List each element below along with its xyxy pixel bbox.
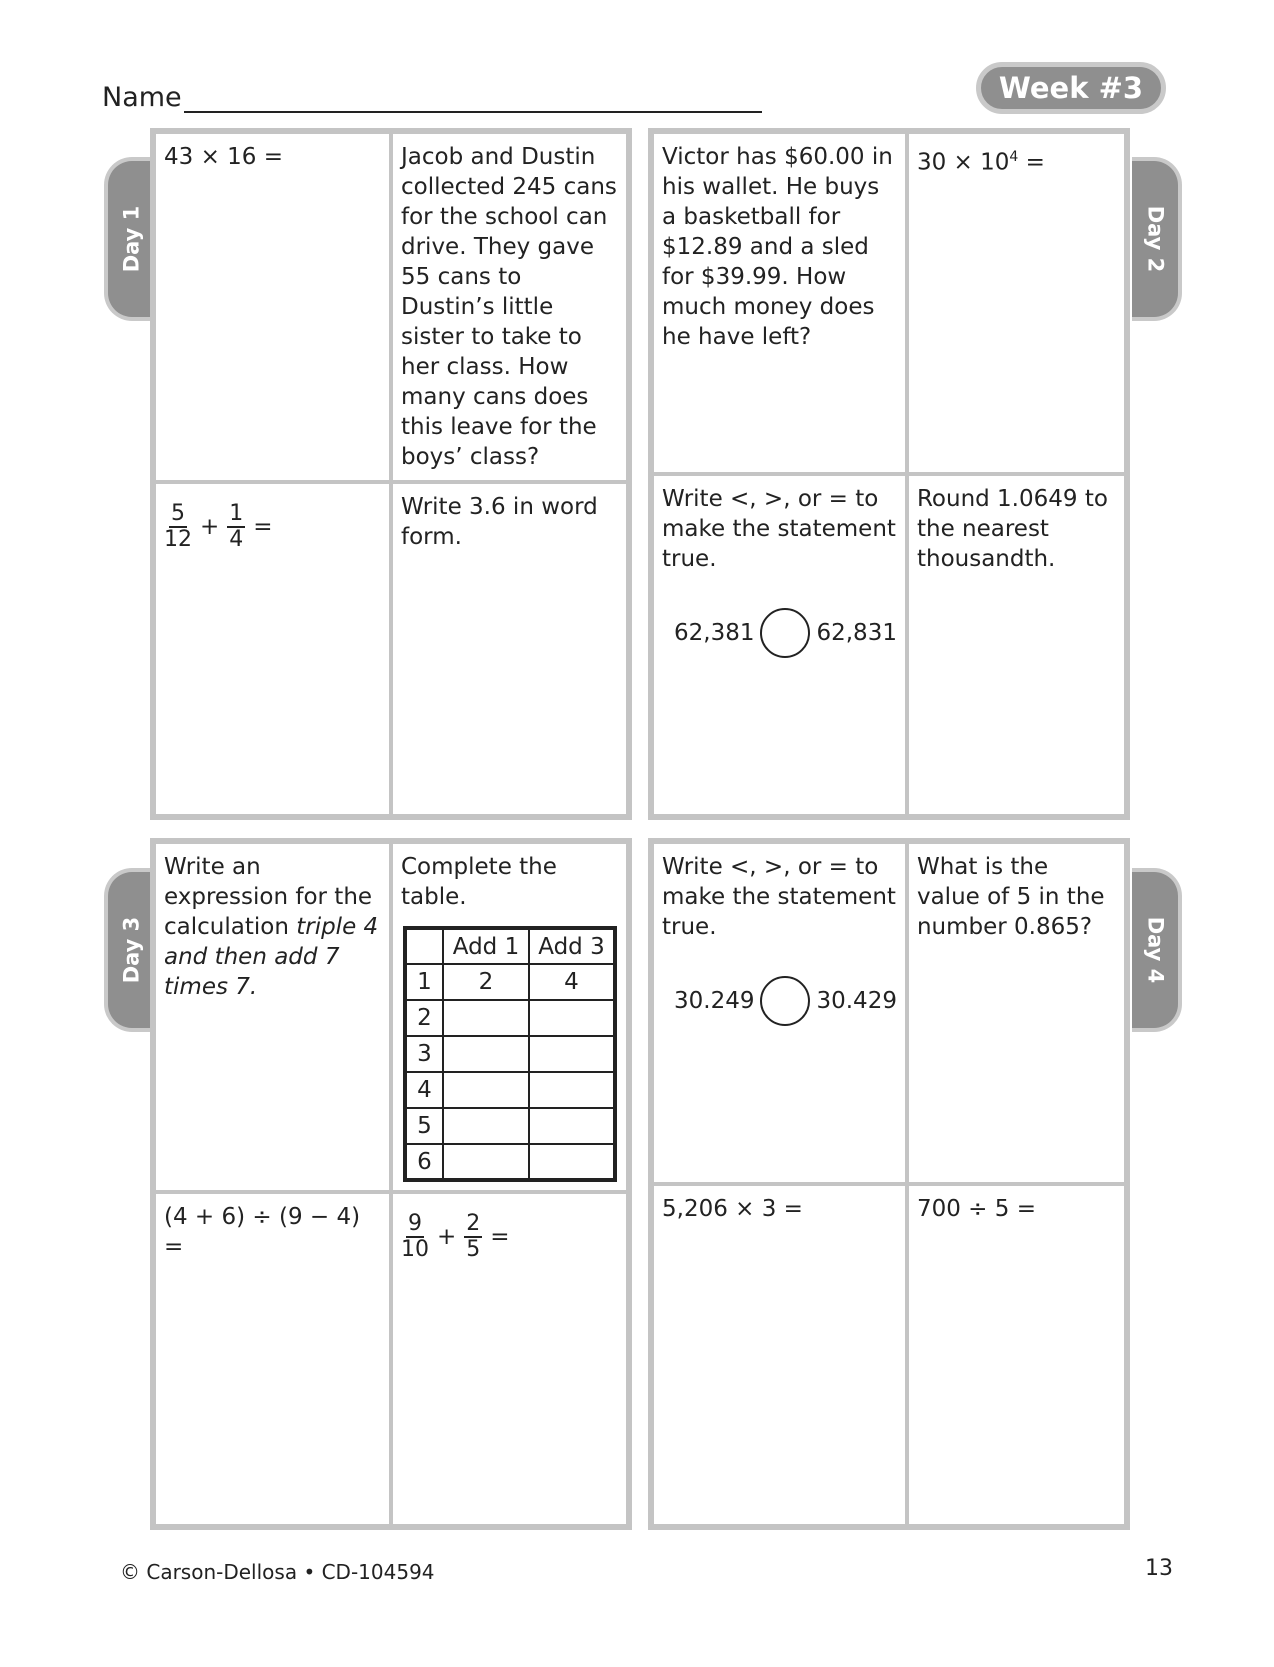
- day3-q3[interactable]: (4 + 6) ÷ (9 − 4) =: [154, 1192, 391, 1526]
- tab-day-3: Day 3: [104, 868, 154, 1032]
- name-line[interactable]: [184, 83, 762, 113]
- tab-day-2: Day 2: [1132, 157, 1182, 321]
- day4-block: [648, 838, 1130, 1530]
- day3-q1[interactable]: Write an expression for the calculation triple 4 and then add 7 times 7.: [154, 842, 391, 1192]
- table-row: 1 2 4: [405, 964, 615, 1000]
- fraction-expression: $\frac{9}{10}$ + $\frac{2}{5}$ =: [401, 1211, 510, 1262]
- day2-q1[interactable]: Victor has $60.00 in his wallet. He buys a basketball for $12.89 and a sled for $39.99. How much money does he have left?: [652, 132, 907, 474]
- day1-q1[interactable]: 43 × 16 =: [154, 132, 391, 482]
- day4-q3[interactable]: 5,206 × 3 =: [652, 1184, 907, 1526]
- table-row: 5: [405, 1108, 615, 1144]
- day3-block: [150, 838, 632, 1530]
- day2-q4[interactable]: Round 1.0649 to the nearest thousandth.: [907, 474, 1126, 816]
- day1-block: [150, 128, 632, 820]
- tab-day-4: Day 4: [1132, 868, 1182, 1032]
- comparison-circle[interactable]: [760, 608, 810, 658]
- tab-day-1: Day 1: [104, 157, 154, 321]
- comparison: 30.249 30.429: [674, 976, 897, 1026]
- fraction-expression: $\frac{5}{12}$ + $\frac{1}{4}$ =: [164, 501, 273, 552]
- day3-q4[interactable]: [391, 1192, 628, 1526]
- name-field-row: [102, 82, 762, 113]
- table-row: 3: [405, 1036, 615, 1072]
- add-table: Add 1 Add 3 1 2 4 2 3 4 5 6: [403, 926, 617, 1182]
- table-row: 6: [405, 1144, 615, 1180]
- day4-q1[interactable]: Write <, >, or = to make the statement true. 30.249 30.429: [652, 842, 907, 1184]
- day3-q2[interactable]: Complete the table. Add 1 Add 3 1 2 4 2 3 4 5 6: [391, 842, 628, 1192]
- comparison-circle[interactable]: [760, 976, 810, 1026]
- day4-q2[interactable]: What is the value of 5 in the number 0.865?: [907, 842, 1126, 1184]
- day2-q2[interactable]: $30 \times 10^4$ =: [907, 132, 1126, 474]
- page-number: 13: [1145, 1556, 1173, 1581]
- table-row: 2: [405, 1000, 615, 1036]
- day1-q2[interactable]: Jacob and Dustin collected 245 cans for the school can drive. They gave 55 cans to Dustin’s little sister to take to her class. How many cans does this leave for the boys’ class?: [391, 132, 628, 482]
- week-badge: Week #3: [976, 62, 1166, 114]
- day1-q4[interactable]: Write 3.6 in word form.: [391, 482, 628, 816]
- day4-q4[interactable]: 700 ÷ 5 =: [907, 1184, 1126, 1526]
- day1-q3[interactable]: [154, 482, 391, 816]
- day2-q3[interactable]: Write <, >, or = to make the statement true. 62,381 62,831: [652, 474, 907, 816]
- day2-block: [648, 128, 1130, 820]
- table-row: 4: [405, 1072, 615, 1108]
- comparison: 62,381 62,831: [674, 608, 897, 658]
- name-label: Name: [102, 82, 182, 113]
- copyright: © Carson-Dellosa • CD-104594: [120, 1560, 435, 1584]
